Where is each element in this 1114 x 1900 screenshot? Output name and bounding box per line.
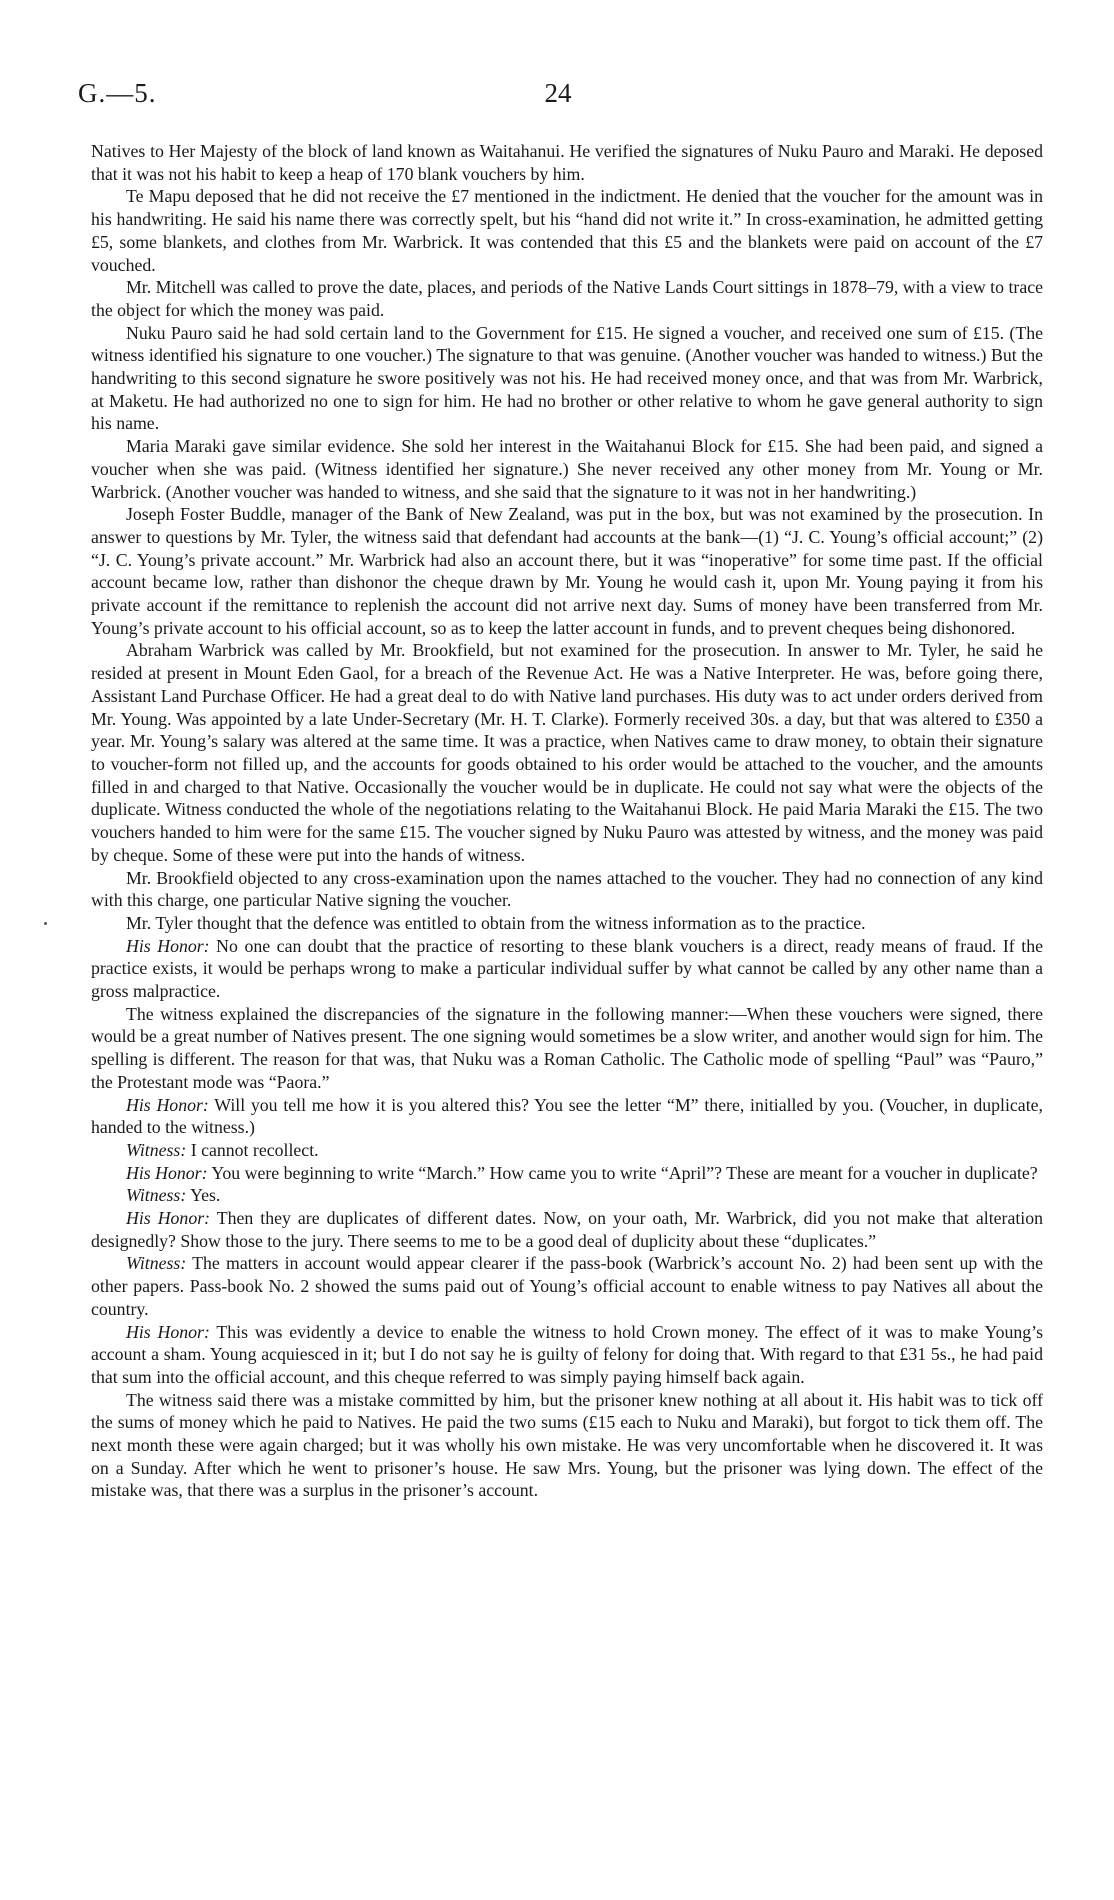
paragraph-text: I cannot recollect. [190, 1139, 319, 1160]
paragraph-11 [91, 1003, 1043, 1094]
paragraph-text: Then they are duplicates of different dates. Now, on your oath, Mr. Warbrick, did you not make that alteration designedly? Show those to the jury. There seems to me to be a good deal of duplicity about these “duplicates.” [91, 1208, 1044, 1251]
paragraph-15 [91, 1184, 1043, 1207]
paragraph-8 [91, 867, 1043, 912]
speaker-label: Witness: [126, 1253, 187, 1274]
speaker-label: His Honor: [126, 1094, 209, 1115]
paragraph-text: Maria Maraki gave similar evidence. She sold her interest in the Waitahanui Block for £15. She had been paid, and signed a voucher when she was paid. (Witness identified her signature.) She never received any other money from Mr. Young or Mr. Warbrick. (Another voucher was handed to witness, and she said that the signature to it was not in her handwriting.) [91, 436, 1043, 502]
paragraph-17 [91, 1252, 1043, 1320]
paragraph-text: Natives to Her Majesty of the block of land known as Waitahanui. He verified the signatures of Nuku Pauro and Maraki. He deposed that it was not his habit to keep a heap of 170 blank vouchers by him. [91, 141, 1043, 184]
page-header [78, 78, 1038, 118]
paragraph-text: No one can doubt that the practice of resorting to these blank vouchers is a direct, ready means of fraud. If the practice exists, it would be perhaps wrong to make a particular individual suffer by what cannot be called by any other name than a gross malpractice. [91, 935, 1043, 1002]
document-reference: G.—5. [78, 78, 157, 108]
paragraph-text: Abraham Warbrick was called by Mr. Brookfield, but not examined for the prosecution. In answer to Mr. Tyler, he said he resided at present in Mount Eden Gaol, for a breach of the Revenue Act. He was a Native Interpreter. He was, before going there, Assistant Land Purchase Officer. He had a great deal to do with Native land purchases. His duty was to act under orders derived from Mr. Young. Was appointed by a late Under-Secretary (Mr. H. T. Clarke). Formerly received 30s. a day, but that was altered to £350 a year. Mr. Young’s salary was altered at the same time. It was a practice, when Natives came to draw money, to obtain their signature to voucher-form not filled up, and the accounts for goods obtained to his order would be attached to the voucher, and the amounts filled in and charged to that Native. Occasionally the voucher would be in duplicate. He could not say what were the objects of the duplicate. Witness conducted the whole of the negotiations relating to the Waitahanui Block. He paid Maria Maraki the £15. The two vouchers handed to him were for the same £15. The voucher signed by Nuku Pauro was attested by witness, and the money was paid by cheque. Some of these were put into the hands of witness. [91, 640, 1043, 865]
body-text [91, 140, 1043, 1502]
paragraph-text: This was evidently a device to enable the witness to hold Crown money. The effect of it was to make Young’s account a sham. Young acquiesced in it; but I do not say he is guilty of felony for doing that. With regard to that £31 5s., he had paid that sum into the official account, and this cheque referred to was simply paying himself back again. [91, 1321, 1044, 1387]
speaker-label: His Honor: [126, 1162, 208, 1183]
paragraph-1 [91, 140, 1043, 185]
paragraph-19 [91, 1389, 1043, 1503]
paragraph-6 [91, 503, 1043, 639]
paragraph-3 [91, 276, 1043, 321]
paragraph-text: The witness said there was a mistake committed by him, but the prisoner knew nothing at all about it. His habit was to tick off the sums of money which he paid to Natives. He paid the two sums (£15 each to Nuku and Maraki), but forgot to tick them off. The next month these were again charged; but it was wholly his own mistake. He was very uncomfortable when he discovered it. It was on a Sunday. After which he went to prisoner’s house. He saw Mrs. Young, but the prisoner was lying down. The effect of the mistake was, that there was a surplus in the prisoner’s account. [91, 1389, 1043, 1501]
speaker-label: Witness: [126, 1139, 187, 1160]
paragraph-text: You were beginning to write “March.” How came you to write “April”? These are meant for a voucher in duplicate? [211, 1162, 1038, 1183]
paragraph-7 [91, 639, 1043, 866]
paragraph-16 [91, 1207, 1043, 1252]
paragraph-text: Mr. Tyler thought that the defence was entitled to obtain from the witness information as to the practice. [126, 912, 866, 933]
paragraph-9 [91, 912, 1043, 935]
paragraph-text: Mr. Brookfield objected to any cross-examination upon the names attached to the voucher. They had no connection of any kind with this charge, one particular Native signing the voucher. [91, 867, 1043, 911]
speaker-label: His Honor: [126, 1208, 211, 1229]
paragraph-text: Yes. [190, 1185, 221, 1206]
speaker-label: His Honor: [126, 1321, 210, 1342]
paragraph-18 [91, 1321, 1043, 1389]
page-number: 24 [544, 78, 572, 108]
paragraph-text: Nuku Pauro said he had sold certain land to the Government for £15. He signed a voucher, and received one sum of £15. (The witness identified his signature to one voucher.) The signature to that was genuine. (Another voucher was handed to witness.) But the handwriting to this second signature he swore positively was not his. He had received money once, and that was from Mr. Warbrick, at Maketu. He had authorized no one to sign for him. He had no brother or other relative to whom he gave general authority to sign his name. [91, 322, 1043, 434]
paragraph-text: Joseph Foster Buddle, manager of the Bank of New Zealand, was put in the box, but was not examined by the prosecution. In answer to questions by Mr. Tyler, the witness said that defendant had accounts at the bank—(1) “J. C. Young’s official account;” (2) “J. C. Young’s private account.” Mr. Warbrick had also an account there, but it was “inoperative” for some time past. If the official account became low, rather than dishonor the cheque drawn by Mr. Young he would cash it, upon Mr. Young paying it from his private account if the remittance to replenish the account did not arrive next day. Sums of money have been transferred from Mr. Young’s private account to his official account, so as to keep the latter account in funds, and to prevent cheques being dishonored. [91, 504, 1043, 638]
paragraph-10 [91, 935, 1043, 1003]
paragraph-12 [91, 1094, 1043, 1139]
margin-mark [44, 922, 47, 925]
paragraph-text: Mr. Mitchell was called to prove the date, places, and periods of the Native Lands Court sittings in 1878–79, with a view to trace the object for which the money was paid. [91, 277, 1043, 320]
paragraph-4 [91, 322, 1043, 436]
speaker-label: His Honor: [126, 935, 210, 956]
paragraph-text: The matters in account would appear clearer if the pass-book (Warbrick’s account No. 2) had been sent up with the other papers. Pass-book No. 2 showed the sums paid out of Young’s official account to enable witness to pay Natives all about the country. [91, 1253, 1044, 1319]
paragraph-5 [91, 435, 1043, 503]
paragraph-text: The witness explained the discrepancies of the signature in the following manner:—When these vouchers were signed, there would be a great number of Natives present. The one signing would sometimes be a slow writer, and another would sign for him. The spelling is different. The reason for that was, that Nuku was a Roman Catholic. The Catholic mode of spelling “Paul” was “Pauro,” the Protestant mode was “Paora.” [91, 1003, 1043, 1092]
paragraph-text: Te Mapu deposed that he did not receive the £7 mentioned in the indictment. He denied that the voucher for the amount was in his handwriting. He said his name there was correctly spelt, but his “hand did not write it.” In cross-examination, he admitted getting £5, some blankets, and clothes from Mr. Warbrick. It was contended that this £5 and the blankets were paid on account of the £7 vouched. [91, 186, 1043, 275]
paragraph-14 [91, 1162, 1043, 1185]
paragraph-2 [91, 185, 1043, 276]
paragraph-13 [91, 1139, 1043, 1162]
speaker-label: Witness: [126, 1185, 187, 1206]
paragraph-text: Will you tell me how it is you altered this? You see the letter “M” there, initialled by you. (Voucher, in duplicate, handed to the witness.) [91, 1094, 1043, 1138]
